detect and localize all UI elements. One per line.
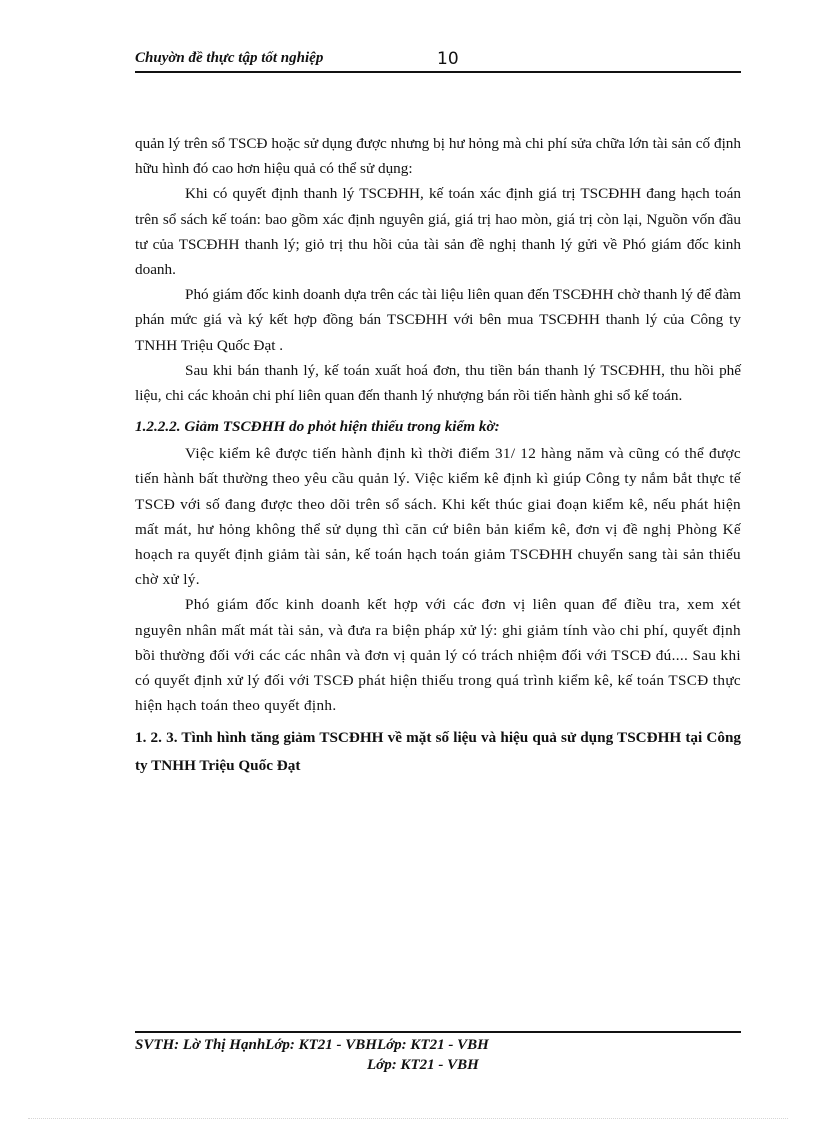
section-heading-1-2-3: 1. 2. 3. Tình hình tăng giảm TSCĐHH về mặt số liệu và hiệu quả sử dụng TSCĐHH tại Công ty TNHH Triệu Quốc Đạt: [135, 729, 741, 775]
footer-class-info: Lớp: KT21 - VBH: [367, 1057, 479, 1073]
section-heading-1-2-2-2: 1.2.2.2. Giảm TSCĐHH do phỏt hiện thiếu trong kiểm kờ:: [135, 418, 500, 436]
footer-student-info: SVTH: Lờ Thị HạnhLớp: KT21 - VBHLớp: KT21 - VBH: [135, 1037, 489, 1053]
paragraph-6: Phó giám đốc kinh doanh kết hợp với các đơn vị liên quan để điều tra, xem xét nguyên nhân mất mát tài sản, và đưa ra biện pháp xử lý: ghi giảm tính vào chi phí, quyết định bồi thường đối với các các nhân và đơn vị quản lý có trách nhiệm đối với TSCĐ đú.... Sau khi có quyết định xử lý đối với TSCĐ phát hiện thiếu trong quá trình kiểm kê, kế toán TSCĐ thực hiện hạch toán theo quyết định.: [135, 596, 741, 715]
page-number: 10: [437, 49, 459, 69]
header-divider: [135, 71, 741, 73]
paragraph-5: Việc kiểm kê được tiến hành định kì thời điểm 31/ 12 hàng năm và cũng có thể được tiến hành bất thường theo yêu cầu quản lý. Việc kiểm kê định kì giúp Công ty nắm bắt thực tế TSCĐ với số đang được theo dõi trên sổ sách. Khi kết thúc giai đoạn kiểm kê, nếu phát hiện mất mát, hư hỏng không thể sử dụng thì căn cứ biên bản kiểm kê, đơn vị đề nghị Phòng Kế hoạch ra quyết định giảm tài sản, kế toán hạch toán giảm TSCĐHH chuyển sang tài sản thiếu chờ xử lý.: [135, 445, 741, 589]
paragraph-1: quản lý trên sổ TSCĐ hoặc sử dụng được nhưng bị hư hỏng mà chi phí sửa chữa lớn tài sản cố định hữu hình đó cao hơn hiệu quả có thể sử dụng:: [135, 135, 741, 178]
footer-divider: [135, 1031, 741, 1033]
page-bottom-border: [28, 1118, 788, 1119]
paragraph-4: Sau khi bán thanh lý, kế toán xuất hoá đơn, thu tiền bán thanh lý TSCĐHH, thu hồi phế liệu, chi các khoản chi phí liên quan đến thanh lý nhượng bán rồi tiến hành ghi sổ kế toán.: [135, 361, 741, 405]
paragraph-3: Phó giám đốc kinh doanh dựa trên các tài liệu liên quan đến TSCĐHH chờ thanh lý để đàm phán mức giá và ký kết hợp đồng bán TSCĐHH với bên mua TSCĐHH thanh lý của Công ty TNHH Triệu Quốc Đạt .: [135, 286, 741, 354]
document-body: [135, 131, 741, 780]
page-header: [135, 50, 741, 70]
paragraph-2: Khi có quyết định thanh lý TSCĐHH, kế toán xác định giá trị TSCĐHH đang hạch toán trên sổ sách kế toán: bao gồm xác định nguyên giá, giá trị hao mòn, giá trị còn lại, Nguồn vốn đầu tư của TSCĐHH thanh lý; giỏ trị thu hồi của tài sản đề nghị thanh lý gửi về Phó giám đốc kinh doanh.: [135, 185, 741, 279]
header-title: Chuyờn đề thực tập tốt nghiệp: [135, 50, 324, 66]
